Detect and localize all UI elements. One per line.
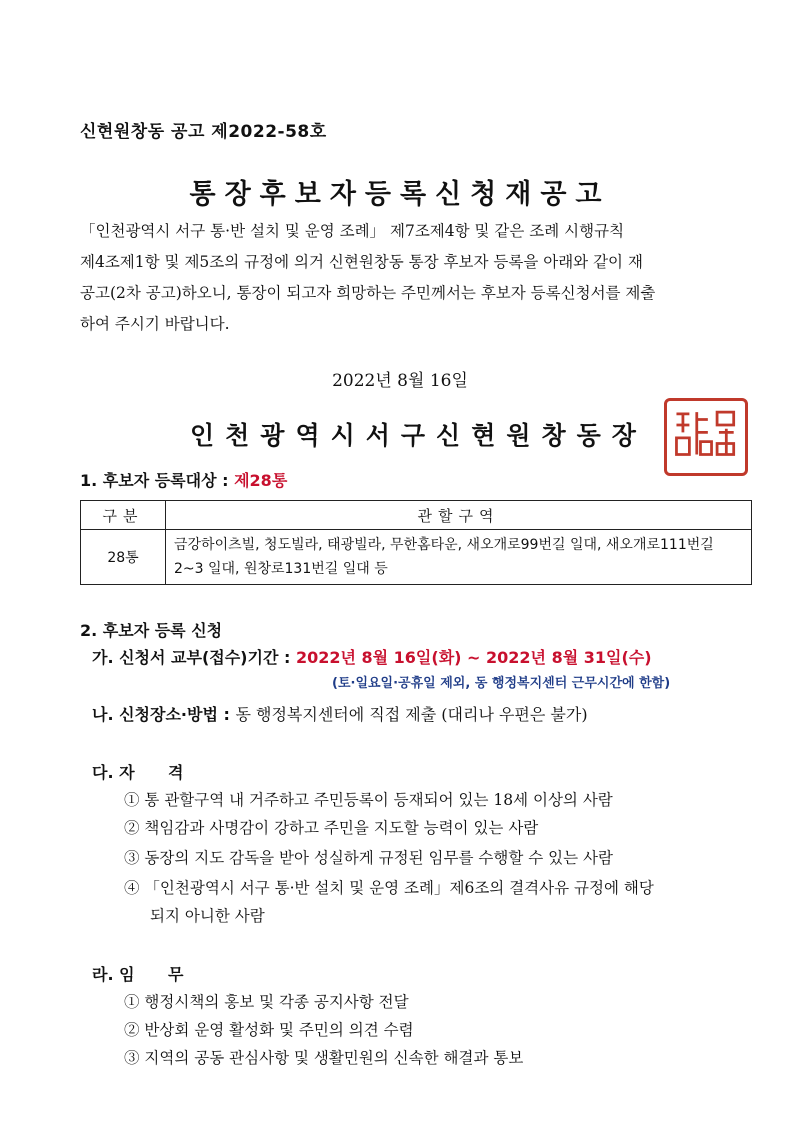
application-period (92, 645, 652, 668)
section1-value: 제28통 (234, 471, 288, 490)
intro-line: 제4조제1항 및 제5조의 규정에 의거 신현원창동 통장 후보자 등록을 아래와 같이 재 (80, 253, 643, 271)
table-header-row (81, 501, 752, 530)
duty-item: ② 반상회 운영 활성화 및 주민의 의견 수렴 (124, 1021, 414, 1039)
application-method (92, 702, 588, 725)
section2-heading: 2. 후보자 등록 신청 (80, 621, 223, 640)
duty-item: ① 행정시책의 홍보 및 각종 공지사항 전달 (124, 993, 409, 1011)
area-line: 2~3 일대, 원창로131번길 일대 등 (174, 561, 388, 577)
application-period-value: 2022년 8월 16일(화) ~ 2022년 8월 31일(수) (295, 648, 652, 667)
area-line: 금강하이츠빌, 청도빌라, 태광빌라, 무한홈타운, 새오개로99번길 일대, 새오개로111번길 (174, 537, 714, 553)
application-method-label: 나. 신청장소·방법 : (92, 705, 230, 724)
table-row (81, 530, 752, 585)
table-header-area: 관할구역 (166, 501, 752, 530)
table-header-category: 구분 (81, 501, 166, 530)
notice-date: 2022년 8월 16일 (332, 371, 468, 391)
section1-label: 1. 후보자 등록대상 : (80, 471, 229, 490)
application-period-label: 가. 신청서 교부(접수)기간 : (92, 648, 291, 667)
application-period-note: (토·일요일·공휴일 제외, 동 행정복지센터 근무시간에 한함) (332, 676, 671, 691)
document-title: 통장후보자등록신청재공고 (189, 179, 611, 210)
intro-line: 공고(2차 공고)하오니, 통장이 되고자 희망하는 주민께서는 후보자 등록신청서를 제출 (80, 284, 656, 302)
qualification-item: ① 통 관할구역 내 거주하고 주민등록이 등재되어 있는 18세 이상의 사람 (124, 791, 613, 809)
issuer-name: 인천광역시서구신현원창동장 (190, 421, 647, 450)
qualification-item-continued: 되지 아니한 사람 (150, 907, 265, 925)
duty-item: ③ 지역의 공동 관심사항 및 생활민원의 신속한 해결과 통보 (124, 1049, 524, 1067)
table-cell-code: 28통 (81, 530, 166, 585)
qualification-heading: 다. 자 격 (92, 763, 184, 782)
notice-number: 신현원창동 공고 제2022-58호 (80, 122, 327, 142)
intro-line: 하여 주시기 바랍니다. (80, 315, 230, 333)
official-seal-stamp (664, 398, 748, 476)
qualification-item: ④ 「인천광역시 서구 통·반 설치 및 운영 조례」제6조의 결격사유 규정에 해당 (124, 879, 654, 897)
qualification-item: ③ 동장의 지도 감독을 받아 성실하게 규정된 임무를 수행할 수 있는 사람 (124, 849, 613, 867)
intro-paragraph (80, 216, 752, 340)
jurisdiction-table (80, 500, 752, 585)
application-method-value: 동 행정복지센터에 직접 제출 (대리나 우편은 불가) (235, 705, 588, 724)
qualification-item: ② 책임감과 사명감이 강하고 주민을 지도할 능력이 있는 사람 (124, 819, 539, 837)
duty-heading: 라. 임 무 (92, 965, 184, 984)
table-cell-area (166, 530, 752, 585)
intro-line: 「인천광역시 서구 통·반 설치 및 운영 조례」 제7조제4항 및 같은 조례 시행규칙 (80, 222, 625, 240)
section1-heading (80, 468, 287, 491)
seal-glyph-icon (667, 401, 745, 473)
